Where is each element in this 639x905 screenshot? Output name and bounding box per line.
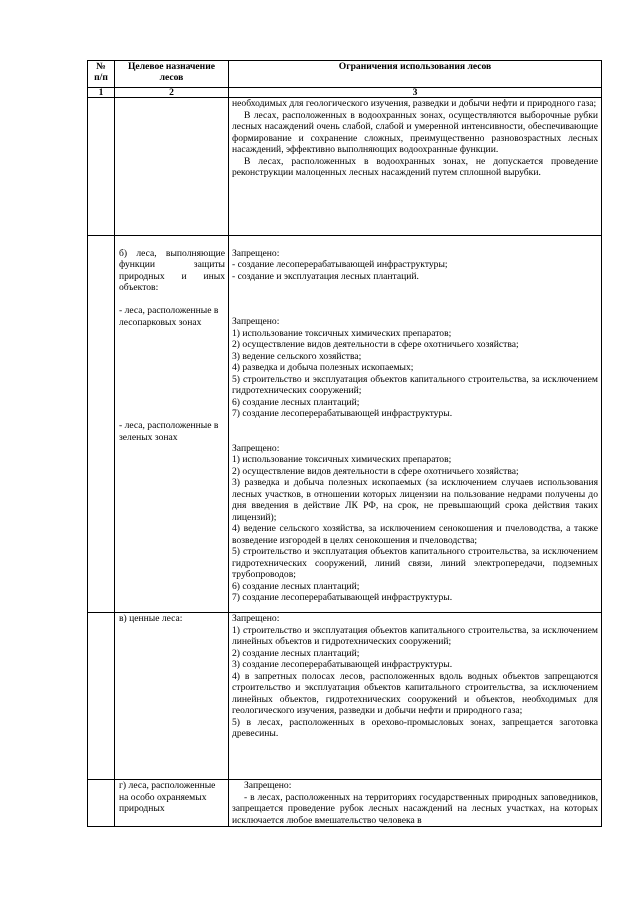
paragraph: В лесах, расположенных в водоохранных зонах, не допускается проведение реконструкции малоценных лесных насаждений путем сплошной вырубки.: [232, 155, 598, 178]
purpose-cell: [115, 780, 229, 827]
header-num: № п/п: [88, 61, 115, 88]
table-row: [88, 236, 602, 613]
table-header-row: [88, 61, 602, 88]
prohibited-title: Запрещено:: [232, 613, 280, 624]
list-item: 6) создание лесных плантаций;: [232, 396, 360, 408]
list-item: 3) создание лесоперерабатывающей инфраструктуры.: [232, 659, 453, 670]
purpose-text: в) ценные леса:: [119, 613, 183, 624]
table-row: [88, 98, 602, 236]
list-item: 1) использование токсичных химических препаратов;: [232, 454, 452, 465]
num-cell: [88, 236, 115, 613]
list-item: 7) создание лесоперерабатывающей инфраструктуры.: [232, 408, 453, 419]
num-cell: [88, 613, 115, 780]
list-item: 7) создание лесоперерабатывающей инфраструктуры.: [232, 592, 453, 603]
purpose-text: - леса, расположенные в лесопарковых зонах: [119, 305, 219, 328]
purpose-cell: [115, 236, 229, 613]
col-number: 2: [115, 88, 229, 98]
list-item: 2) создание лесных плантаций;: [232, 647, 360, 659]
table-row: [88, 613, 602, 780]
purpose-text: б) леса, выполняющие функции защиты природных и иных объектов:: [119, 247, 225, 293]
list-item: 5) строительство и эксплуатация объектов капитального строительства, за исключением гидротехнических сооружений;: [232, 373, 598, 396]
list-item: 6) создание лесных плантаций;: [232, 580, 360, 592]
col-number: 1: [88, 88, 115, 98]
restrictions-cell: [229, 613, 602, 780]
restrictions-cell: [229, 98, 602, 236]
list-item: 1) строительство и эксплуатация объектов капитального строительства, за исключением линейных объектов и гидротехнических сооружений;: [232, 624, 598, 647]
prohibited-title: Запрещено:: [232, 442, 280, 454]
header-purpose: Целевое назначение лесов: [115, 61, 229, 88]
purpose-cell: [115, 98, 229, 236]
restrictions-cell: [229, 780, 602, 827]
paragraph: необходимых для геологического изучения, разведки и добычи нефти и природного газа;: [232, 98, 597, 109]
column-numbers-row: [88, 88, 602, 98]
list-item: 1) использование токсичных химических препаратов;: [232, 327, 452, 339]
paragraph: В лесах, расположенных в водоохранных зонах, осуществляются выборочные рубки лесных насаждений очень слабой, слабой и умеренной интенсивности, обеспечивающие формирование и сохранение сложных, преимущественно разновозрастных лесных насаждений, эффективно выполняющих водоохранные функции.: [232, 109, 598, 155]
table-row: [88, 780, 602, 827]
list-item: - создание и эксплуатация лесных плантаций.: [232, 270, 419, 282]
list-item: 5) в лесах, расположенных в орехово-промысловых зонах, запрещается заготовка древесины.: [232, 716, 598, 739]
prohibited-title: Запрещено:: [232, 316, 280, 327]
list-item: 2) осуществление видов деятельности в сфере охотничьего хозяйства;: [232, 339, 519, 350]
list-item: 3) разведка и добыча полезных ископаемых (за исключением случаев использования лесных участков, в отношении которых лицензии на пользование недрами получены до дня введения в действие ЛК РФ, на срок, не превышающий срока действия таких лицензий);: [232, 477, 598, 523]
list-item: 3) ведение сельского хозяйства;: [232, 350, 362, 362]
list-item: 4) ведение сельского хозяйства, за исключением сенокошения и пчеловодства, а также возведение изгородей в целях сенокошения и пчеловодства;: [232, 523, 598, 546]
restrictions-table: [87, 60, 602, 827]
purpose-text: - леса, расположенные в зеленых зонах: [119, 420, 219, 443]
purpose-text: г) леса, расположенные на особо охраняемых природных: [119, 780, 216, 814]
purpose-cell: [115, 613, 229, 780]
num-cell: [88, 98, 115, 236]
list-item: - в лесах, расположенных на территориях государственных природных заповедников, запрещается проведение рубок лесных насаждений на лесных участках, на которых исключается любое вмешательство человека в: [232, 791, 598, 826]
list-item: 5) строительство и эксплуатация объектов капитального строительства, за исключением гидротехнических сооружений, линий связи, линий электропередачи, подземных трубопроводов;: [232, 546, 598, 580]
list-item: 2) осуществление видов деятельности в сфере охотничьего хозяйства;: [232, 465, 519, 477]
list-item: 4) в запретных полосах лесов, расположенных вдоль водных объектов запрещаются строительство и эксплуатация объектов капитального строительства, за исключением линейных объектов, гидротехнических сооружений и объектов, необходимых для геологического изучения, разведки и добычи нефти и природного газа;: [232, 670, 598, 716]
list-item: 4) разведка и добыча полезных ископаемых;: [232, 362, 414, 373]
header-restrictions: Ограничения использования лесов: [229, 61, 602, 88]
restrictions-cell: [229, 236, 602, 613]
col-number: 3: [229, 88, 602, 98]
num-cell: [88, 780, 115, 827]
list-item: - создание лесоперерабатывающей инфраструктуры;: [232, 259, 448, 270]
prohibited-title: Запрещено:: [232, 247, 280, 259]
prohibited-title: Запрещено:: [244, 780, 292, 791]
